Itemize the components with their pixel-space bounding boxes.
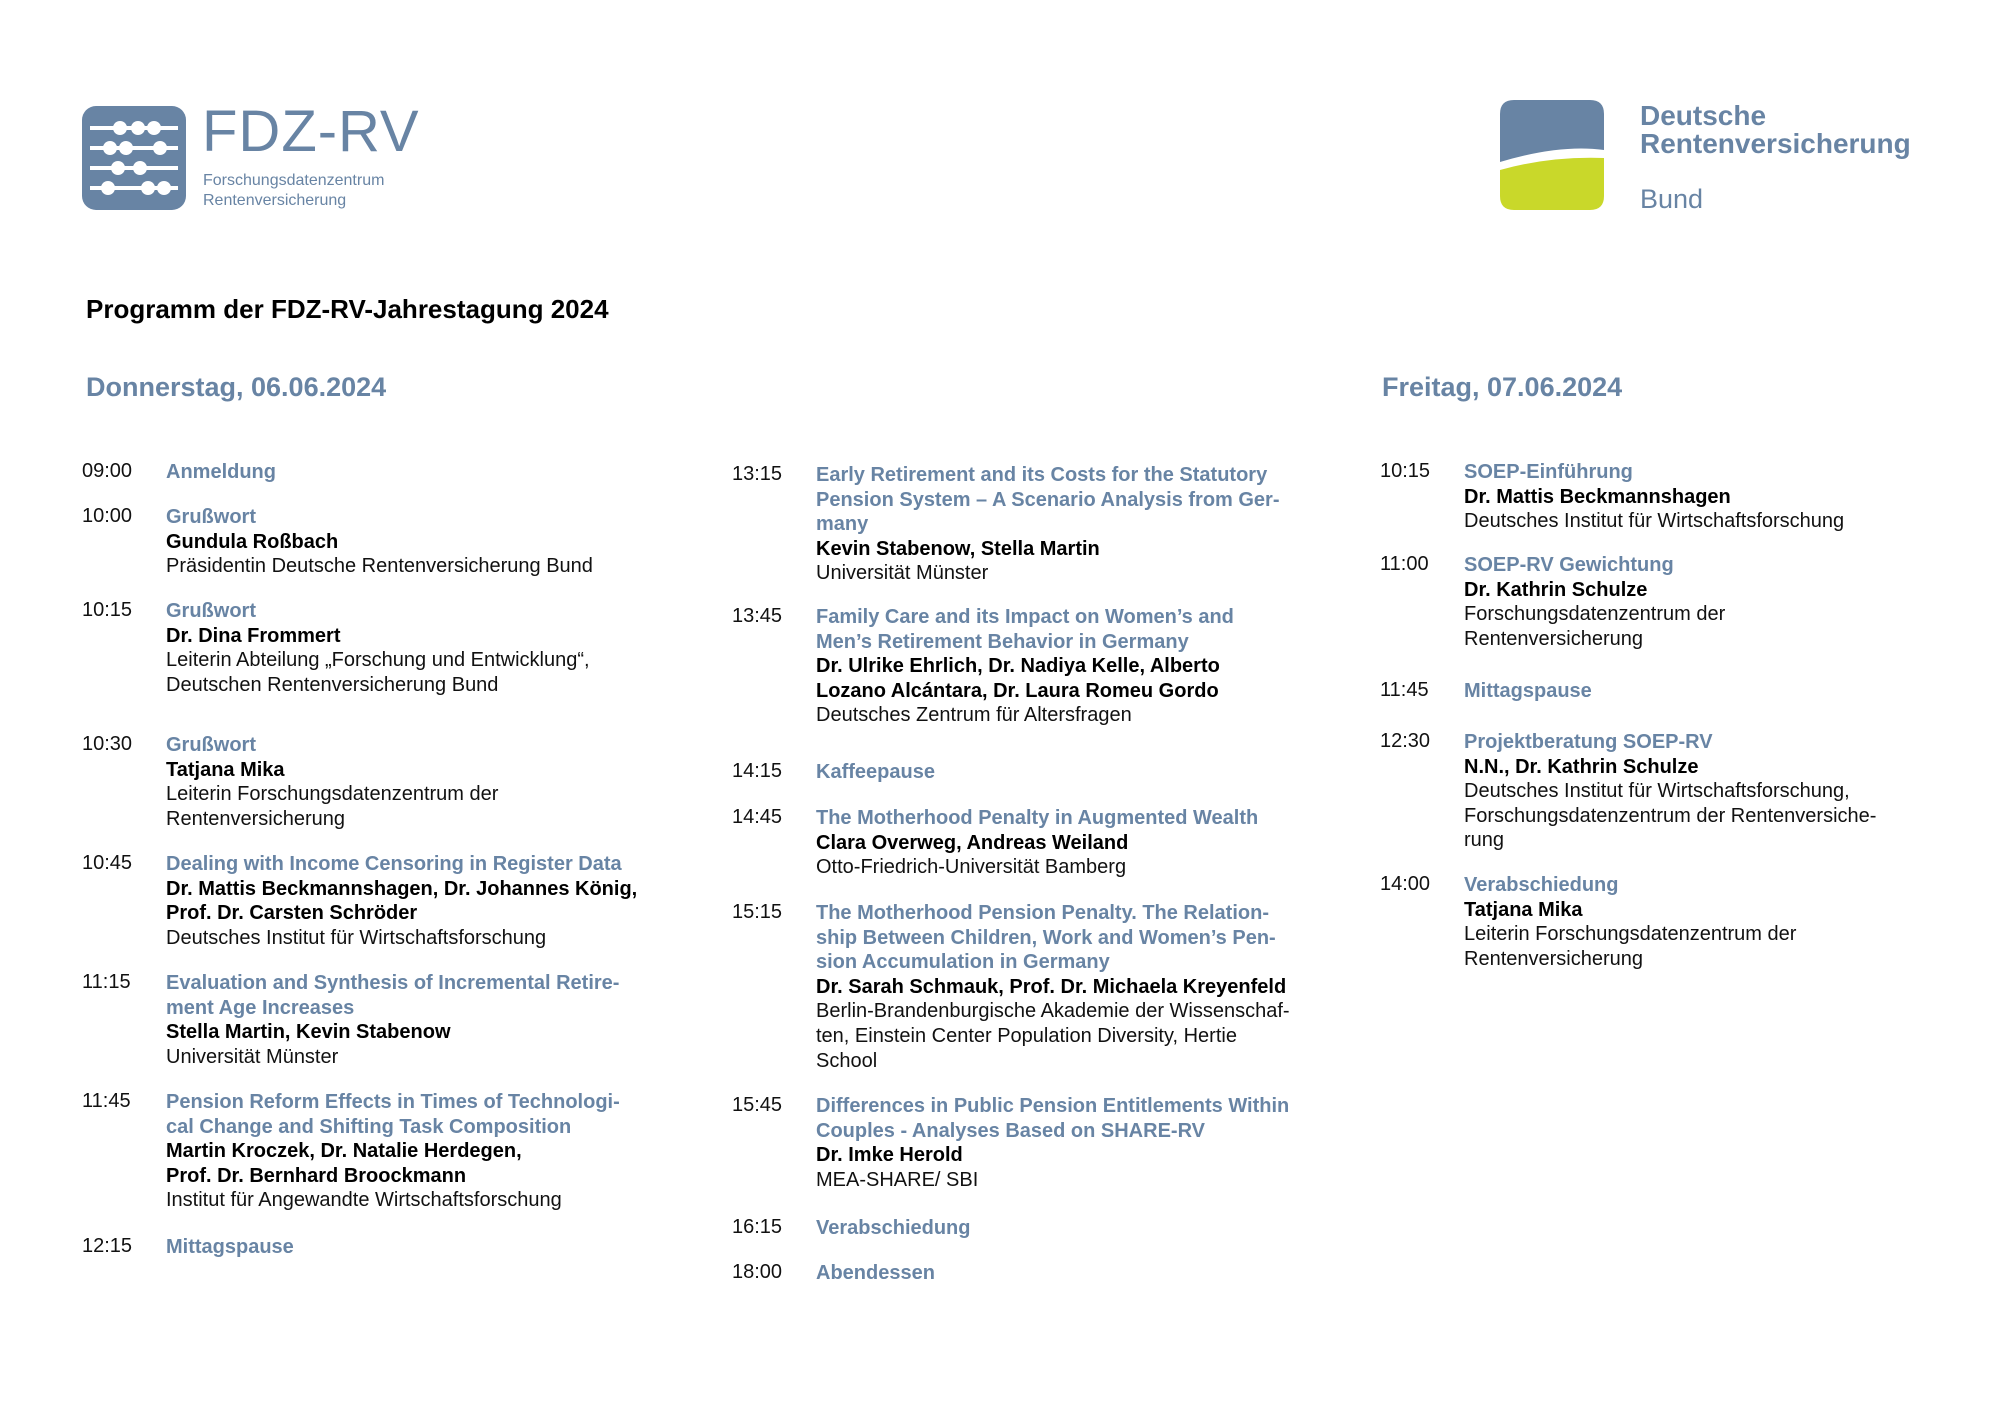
entry-affiliation-line: Deutsches Institut für Wirtschaftsforschung,	[1464, 780, 1850, 803]
entry-title-line: The Motherhood Pension Penalty. The Relation-	[816, 902, 1269, 924]
entry-speakers	[816, 831, 1346, 856]
entry-affiliation-line: Rentenversicherung	[1464, 627, 1643, 650]
entry-body	[166, 1235, 696, 1260]
entry-affiliation-line: School	[816, 1049, 878, 1072]
entry-title-line: Couples - Analyses Based on SHARE-RV	[816, 1119, 1205, 1142]
entry-time: 11:45	[82, 1090, 131, 1112]
entry-title-line: The Motherhood Penalty in Augmented Wealth	[816, 807, 1259, 829]
entry-body	[816, 1094, 1346, 1192]
entry-time: 14:15	[732, 760, 783, 782]
entry-body	[816, 463, 1346, 586]
entry-speakers	[1464, 485, 1994, 510]
entry-speaker-line: Dr. Kathrin Schulze	[1464, 578, 1648, 601]
entry-speakers	[166, 758, 696, 783]
abacus-logo-icon	[82, 106, 186, 210]
entry-speaker-line: Dr. Mattis Beckmannshagen, Dr. Johannes König,	[166, 877, 638, 900]
entry-time: 11:00	[1380, 553, 1429, 575]
entry-affiliation	[816, 1168, 1346, 1193]
entry-body	[816, 901, 1346, 1073]
entry-time: 12:30	[1380, 730, 1431, 752]
entry-title-line: Men’s Retirement Behavior in Germany	[816, 630, 1189, 653]
entry-title	[1464, 553, 1994, 578]
entry-affiliation-line: rung	[1464, 829, 1505, 852]
entry-title-line: sion Accumulation in Germany	[816, 951, 1110, 974]
entry-affiliation-line: ten, Einstein Center Population Diversity, Hertie	[816, 1024, 1237, 1047]
entry-title-line: Mittagspause	[166, 1236, 294, 1258]
entry-speaker-line: Tatjana Mika	[166, 758, 285, 781]
entry-title-line: Differences in Public Pension Entitlements Within	[816, 1095, 1290, 1117]
entry-affiliation	[1464, 922, 1994, 971]
entry-affiliation-line: Otto-Friedrich-Universität Bamberg	[816, 856, 1127, 879]
entry-affiliation	[166, 782, 696, 831]
entry-speakers	[816, 1143, 1346, 1168]
drv-logo-line-3: Bund	[1640, 184, 1704, 214]
entry-time: 10:45	[82, 852, 133, 874]
entry-title-line: Anmeldung	[166, 461, 276, 483]
entry-title-line: Evaluation and Synthesis of Incremental Retire-	[166, 972, 620, 994]
entry-title	[166, 1235, 696, 1260]
entry-affiliation-line: Leiterin Forschungsdatenzentrum der	[1464, 923, 1797, 946]
fdz-logo-subtitle-1: Forschungsdatenzentrum	[203, 172, 385, 189]
drv-logo-line-2: Rentenversicherung	[1640, 128, 1911, 159]
entry-affiliation-line: Präsidentin Deutsche Rentenversicherung Bund	[166, 555, 593, 578]
entry-title-line: Abendessen	[816, 1262, 935, 1284]
entry-time: 10:15	[1380, 460, 1431, 482]
entry-affiliation-line: MEA-SHARE/ SBI	[816, 1168, 979, 1191]
entry-body	[1464, 553, 1994, 651]
entry-title	[166, 460, 696, 485]
entry-affiliation	[166, 1045, 696, 1070]
entry-time: 15:45	[732, 1094, 783, 1116]
entry-speaker-line: N.N., Dr. Kathrin Schulze	[1464, 755, 1699, 778]
entry-body	[166, 971, 696, 1069]
entry-title	[166, 1090, 696, 1139]
entry-speaker-line: Clara Overweg, Andreas Weiland	[816, 831, 1129, 854]
entry-time: 11:15	[82, 971, 131, 993]
entry-body	[166, 733, 696, 831]
entry-time: 14:45	[732, 806, 783, 828]
entry-body	[816, 1261, 1346, 1286]
entry-speaker-line: Dr. Dina Frommert	[166, 624, 341, 647]
entry-title	[1464, 460, 1994, 485]
entry-speaker-line: Gundula Roßbach	[166, 530, 339, 553]
entry-affiliation-line: Deutschen Rentenversicherung Bund	[166, 673, 499, 696]
entry-affiliation-line: Universität Münster	[816, 562, 989, 585]
entry-title-line: cal Change and Shifting Task Composition	[166, 1115, 572, 1138]
entry-affiliation-line: Deutsches Institut für Wirtschaftsforschung	[1464, 510, 1845, 533]
entry-affiliation	[166, 926, 696, 951]
entry-affiliation	[166, 554, 696, 579]
entry-body	[1464, 460, 1994, 534]
entry-title	[166, 599, 696, 624]
entry-time: 16:15	[732, 1216, 783, 1238]
entry-speakers	[816, 537, 1346, 562]
entry-time: 18:00	[732, 1261, 783, 1283]
entry-affiliation-line: Rentenversicherung	[166, 807, 345, 830]
entry-time: 12:15	[82, 1235, 133, 1257]
entry-title	[166, 852, 696, 877]
entry-affiliation	[1464, 509, 1994, 534]
entry-body	[816, 760, 1346, 785]
drv-logo	[1500, 100, 1920, 212]
entry-title	[816, 760, 1346, 785]
entry-affiliation-line: Rentenversicherung	[1464, 947, 1643, 970]
entry-body	[1464, 730, 1994, 853]
entry-title	[1464, 730, 1994, 755]
entry-title-line: Projektberatung SOEP-RV	[1464, 731, 1713, 753]
entry-affiliation-line: Berlin-Brandenburgische Akademie der Wissenschaf-	[816, 1000, 1290, 1023]
entry-body	[166, 460, 696, 485]
drv-logo-line-1: Deutsche	[1640, 100, 1767, 131]
entry-title	[1464, 873, 1994, 898]
entry-time: 10:15	[82, 599, 133, 621]
entry-body	[1464, 679, 1994, 704]
entry-title	[816, 1216, 1346, 1241]
entry-title	[166, 733, 696, 758]
entry-speaker-line: Prof. Dr. Carsten Schröder	[166, 902, 418, 925]
entry-body	[816, 806, 1346, 880]
entry-title-line: SOEP-Einführung	[1464, 461, 1633, 483]
entry-speaker-line: Stella Martin, Kevin Stabenow	[166, 1021, 451, 1044]
entry-affiliation	[816, 561, 1346, 586]
entry-title-line: SOEP-RV Gewichtung	[1464, 554, 1674, 576]
entry-title-line: Mittagspause	[1464, 680, 1592, 702]
entry-speakers	[166, 1020, 696, 1045]
entry-time: 14:00	[1380, 873, 1431, 895]
entry-affiliation	[816, 999, 1346, 1073]
entry-title-line: ship Between Children, Work and Women’s Pen-	[816, 926, 1276, 949]
entry-speaker-line: Dr. Sarah Schmauk, Prof. Dr. Michaela Kreyenfeld	[816, 975, 1287, 998]
day-1-heading: Donnerstag, 06.06.2024	[86, 372, 387, 402]
entry-title	[816, 806, 1346, 831]
drv-emblem-icon	[1500, 100, 1604, 210]
entry-body	[816, 1216, 1346, 1241]
entry-speakers	[166, 1139, 696, 1188]
entry-speakers	[166, 624, 696, 649]
entry-title-line: Verabschiedung	[1464, 874, 1619, 896]
entry-speaker-line: Tatjana Mika	[1464, 898, 1583, 921]
entry-title-line: Grußwort	[166, 734, 256, 756]
entry-body	[166, 505, 696, 579]
entry-speakers	[816, 654, 1346, 703]
entry-body	[166, 599, 696, 697]
entry-affiliation-line: Institut für Angewandte Wirtschaftsforschung	[166, 1189, 562, 1212]
entry-title-line: Pension Reform Effects in Times of Technologi-	[166, 1091, 620, 1113]
entry-title	[816, 463, 1346, 537]
entry-speaker-line: Prof. Dr. Bernhard Broockmann	[166, 1164, 467, 1187]
entry-title	[816, 1094, 1346, 1143]
entry-affiliation-line: Leiterin Forschungsdatenzentrum der	[166, 783, 499, 806]
entry-speakers	[166, 530, 696, 555]
entry-time: 13:15	[732, 463, 783, 485]
entry-affiliation-line: Forschungsdatenzentrum der Rentenversiche-	[1464, 804, 1877, 827]
entry-speakers	[1464, 578, 1994, 603]
entry-title-line: ment Age Increases	[166, 996, 355, 1019]
page-title: Programm der FDZ-RV-Jahrestagung 2024	[86, 294, 609, 324]
entry-speaker-line: Martin Kroczek, Dr. Natalie Herdegen,	[166, 1140, 522, 1163]
entry-title-line: Kaffeepause	[816, 761, 935, 783]
entry-title-line: many	[816, 513, 869, 536]
entry-title-line: Family Care and its Impact on Women’s and	[816, 606, 1234, 628]
entry-affiliation	[816, 703, 1346, 728]
entry-affiliation-line: Deutsches Zentrum für Altersfragen	[816, 704, 1132, 727]
entry-affiliation	[816, 855, 1346, 880]
entry-speaker-line: Dr. Mattis Beckmannshagen	[1464, 485, 1731, 508]
entry-time: 13:45	[732, 605, 783, 627]
entry-title-line: Verabschiedung	[816, 1217, 971, 1239]
entry-title-line: Grußwort	[166, 600, 256, 622]
fdz-rv-logo	[82, 99, 420, 214]
entry-time: 15:15	[732, 901, 783, 923]
entry-title-line: Early Retirement and its Costs for the Statutory	[816, 464, 1268, 486]
entry-affiliation	[166, 648, 696, 697]
entry-body	[1464, 873, 1994, 971]
entry-title	[816, 901, 1346, 975]
day-2-heading: Freitag, 07.06.2024	[1382, 372, 1623, 402]
entry-title	[166, 971, 696, 1020]
entry-speaker-line: Lozano Alcántara, Dr. Laura Romeu Gordo	[816, 679, 1219, 702]
fdz-logo-subtitle-2: Rentenversicherung	[203, 192, 347, 209]
entry-title	[816, 605, 1346, 654]
entry-title-line: Grußwort	[166, 506, 256, 528]
entry-affiliation-line: Universität Münster	[166, 1045, 339, 1068]
entry-speakers	[1464, 898, 1994, 923]
entry-time: 09:00	[82, 460, 133, 482]
entry-body	[816, 605, 1346, 728]
entry-time: 10:30	[82, 733, 133, 755]
entry-body	[166, 1090, 696, 1213]
entry-affiliation	[1464, 779, 1994, 853]
entry-time: 11:45	[1380, 679, 1429, 701]
entry-title-line: Pension System – A Scenario Analysis from Ger-	[816, 488, 1280, 511]
entry-speakers	[816, 975, 1346, 1000]
entry-speaker-line: Kevin Stabenow, Stella Martin	[816, 537, 1100, 560]
entry-time: 10:00	[82, 505, 133, 527]
entry-speaker-line: Dr. Ulrike Ehrlich, Dr. Nadiya Kelle, Alberto	[816, 655, 1220, 678]
entry-title	[1464, 679, 1994, 704]
entry-affiliation-line: Forschungsdatenzentrum der	[1464, 603, 1726, 626]
entry-title-line: Dealing with Income Censoring in Register Data	[166, 853, 622, 875]
entry-title	[816, 1261, 1346, 1286]
fdz-logo-name: FDZ-RV	[202, 99, 420, 164]
entry-speaker-line: Dr. Imke Herold	[816, 1144, 963, 1167]
entry-speakers	[1464, 755, 1994, 780]
entry-affiliation	[166, 1188, 696, 1213]
entry-affiliation-line: Leiterin Abteilung „Forschung und Entwicklung“,	[166, 649, 590, 672]
entry-body	[166, 852, 696, 950]
entry-title	[166, 505, 696, 530]
entry-affiliation	[1464, 602, 1994, 651]
entry-affiliation-line: Deutsches Institut für Wirtschaftsforschung	[166, 926, 547, 949]
entry-speakers	[166, 877, 696, 926]
